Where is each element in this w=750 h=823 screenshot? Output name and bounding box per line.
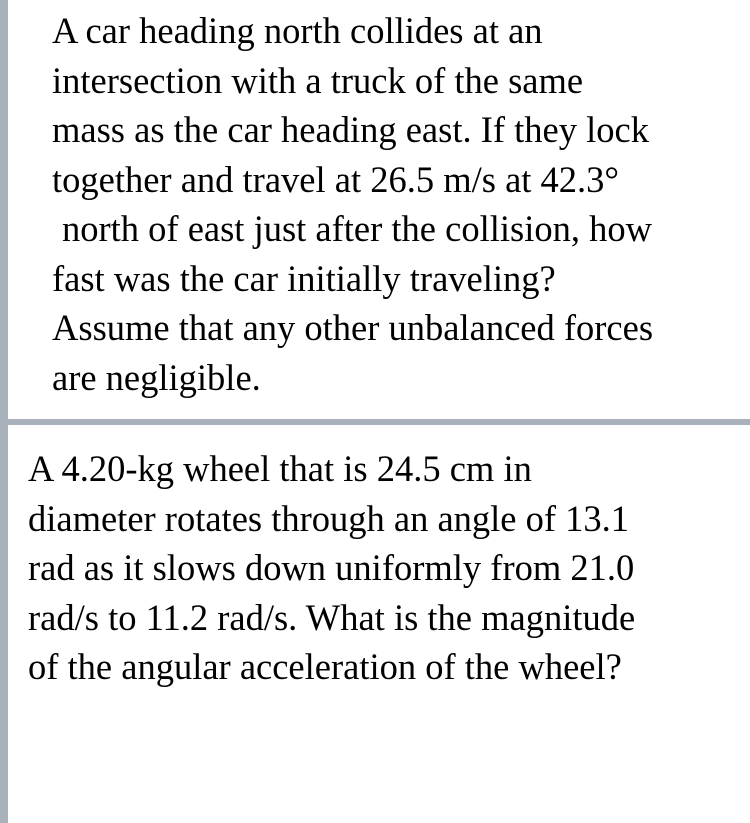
text-line: rad/s to 11.2 rad/s. What is the magnitude [28, 596, 636, 638]
text-line: of the angular acceleration of the wheel? [28, 646, 622, 687]
problem-card-wheel [8, 425, 750, 823]
problem-text-collision [52, 6, 653, 402]
text-line: A 4.20-kg wheel that is 24.5 cm in [28, 448, 532, 489]
text-line: Assume that any other unbalanced forces [52, 307, 654, 348]
problem-text-wheel [28, 444, 635, 692]
problem-card-collision [8, 0, 750, 419]
text-line: north of east just after the collision, how [62, 208, 652, 249]
text-line: rad as it slows down uniformly from 21.0 [28, 547, 635, 588]
text-line: are negligible. [52, 356, 261, 398]
text-line: fast was the car initially traveling? [52, 257, 556, 299]
text-line: diameter rotates through an angle of 13.1 [28, 497, 630, 539]
text-line: A car heading north collides at an [52, 10, 543, 51]
text-line: together and travel at 26.5 m/s at 42.3° [52, 158, 620, 200]
text-line: intersection with a truck of the same [52, 59, 584, 101]
text-line: mass as the car heading east. If they lock [52, 109, 649, 150]
